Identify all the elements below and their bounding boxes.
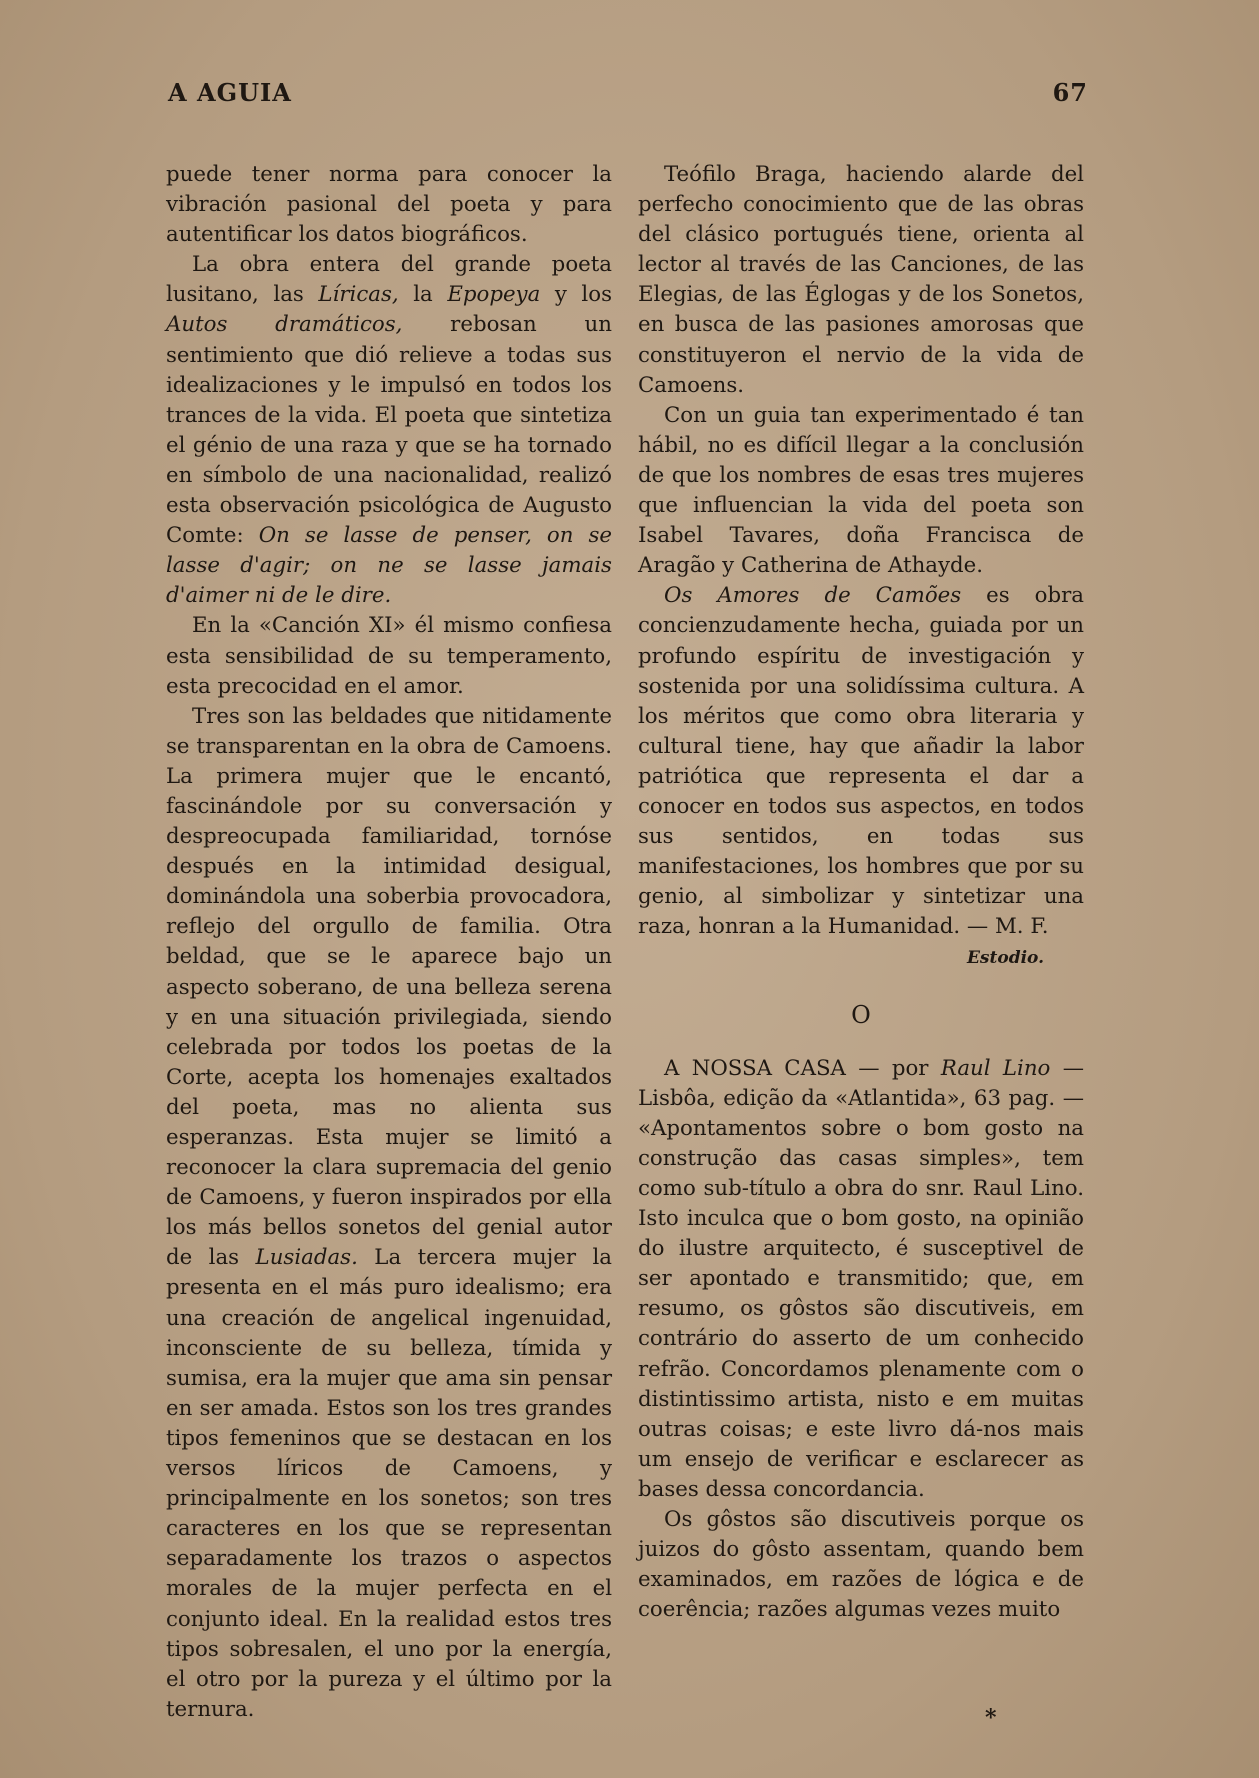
text-run: es obra concienzudamente hecha, guiada por un profundo espíritu de investigación y sostenida por una solidíssima cultura. A los méritos que como obra literaria y cultural tiene, hay que añadir la labor patriótica que representa el dar a conocer en todos sus aspectos, en todos sus sentidos, en todas sus manifestaciones, los hombres que por su genio, al simbolizar y sintetizar una raza, honran a la Humanidad. — M. F. <box>638 583 1084 940</box>
signature-text: Estodio. <box>966 948 1044 969</box>
paragraph <box>166 702 612 1725</box>
left-column <box>166 160 612 1725</box>
paragraph: Os gôstos são discutiveis porque os juizos do gôsto assentam, quando bem examinados, em razões de lógica e de coerência; razões algumas vezes muito <box>638 1507 1084 1623</box>
paragraph <box>166 250 612 611</box>
signature <box>638 942 1084 973</box>
italic-title: Epopeya <box>447 282 541 308</box>
asterisk-mark: * <box>985 1705 997 1731</box>
paragraph: Teófilo Braga, haciendo alarde del perfecho conocimiento que de las obras del clásico portugués tiene, orienta al lector al través de las Canciones, de las Elegias, de las Églogas y de los Sonetos, en busca de las pasiones amorosas que constituyeron el nervio de la vida de Camoens. <box>638 162 1084 398</box>
running-header <box>168 72 1088 112</box>
right-column <box>638 160 1084 1625</box>
text-run: La obra entera del grande poeta lusitano, las <box>166 252 612 308</box>
text-run: La tercera mujer la presenta en el más puro idealismo; era una creación de angelical ingenuidad, inconsciente de su belleza, tímida y sumisa, era la mujer que ama sin pensar en ser amada. Estos son los tres grandes tipos femeninos que se destacan en los versos líricos de Camoens, y principalmente en los sonetos; son tres caracteres en los que se representan separadamente los trazos o aspectos morales de la mujer perfecta en el conjunto ideal. En la realidad estos tres tipos sobresalen, el uno por la energía, el otro por la pureza y el último por la ternura. <box>166 1245 612 1722</box>
paragraph: Con un guia tan experimentado é tan hábil, no es difícil llegar a la conclusión de que los nombres de esas tres mujeres que influencian la vida del poeta son Isabel Tavares, doña Francisca de Aragão y Catherina de Athayde. <box>638 402 1084 579</box>
italic-quote: On se lasse de penser, on se lasse d'agir; on ne se lasse jamais d'aimer ni de le dire. <box>166 523 612 609</box>
paragraph <box>638 581 1084 942</box>
review-heading: A NOSSA CASA — por <box>664 1055 941 1081</box>
italic-title: Líricas, <box>318 282 399 308</box>
text-run: — Lisbôa, edição da «Atlantida», 63 pag. — «Apontamentos sobre o bom gosto na construção das casas simples», tem como sub-título a obra do snr. Raul Lino. Isto inculca que o bom gosto, na opinião do ilustre arquitecto, é susceptivel de ser apontado e transmitido; que, em resumo, os gôstos são discutiveis, em contrário do asserto de um conhecido refrão. Concordamos plenamente com o distintissimo artista, nisto e em muitas outras coisas; e este livro dá-nos mais um ensejo de verificar e esclarecer as bases dessa concordancia. <box>638 1055 1084 1502</box>
text-run: la <box>398 282 448 308</box>
review-paragraph <box>638 1054 1084 1505</box>
paragraph: puede tener norma para conocer la vibración pasional del poeta y para autentificar los datos biográficos. <box>166 162 612 248</box>
text-run: y los <box>540 282 612 308</box>
italic-title: Os Amores de Camões <box>664 583 962 609</box>
paragraph: En la «Canción XI» él mismo confiesa esta sensibilidad de su temperamento, esta precocidad en el amor. <box>166 613 612 699</box>
author-name: Raul Lino <box>940 1055 1051 1081</box>
italic-title: Autos dramáticos, <box>166 312 403 338</box>
journal-title: A AGUIA <box>168 78 292 107</box>
page-number: 67 <box>1052 78 1088 107</box>
text-run: rebosan un sentimiento que dió relieve a todas sus idealizaciones y le impulsó en todos los trances de la vida. El poeta que sintetiza el génio de una raza y que se ha tornado en símbolo de una nacionalidad, realizó esta observación psicológica de Augusto Comte: <box>166 312 612 549</box>
italic-title: Lusiadas. <box>255 1245 358 1271</box>
section-mark: O <box>851 1000 871 1029</box>
text-run: Tres son las beldades que nitidamente se transparentan en la obra de Camoens. La primera mujer que le encantó, fascinándole por su conversación y despreocupada familiaridad, tornóse después en la intimidad desigual, dominándola una soberbia provocadora, reflejo del orgullo de familia. Otra beldad, que se le aparece bajo un aspecto soberano, de una belleza serena y en una situación privilegiada, siendo celebrada por todos los poetas de la Corte, acepta los homenajes exaltados del poeta, mas no alienta sus esperanzas. Esta mujer se limitó a reconocer la clara supremacia del genio de Camoens, y fueron inspirados por ella los más bellos sonetos del genial autor de las <box>166 703 612 1271</box>
